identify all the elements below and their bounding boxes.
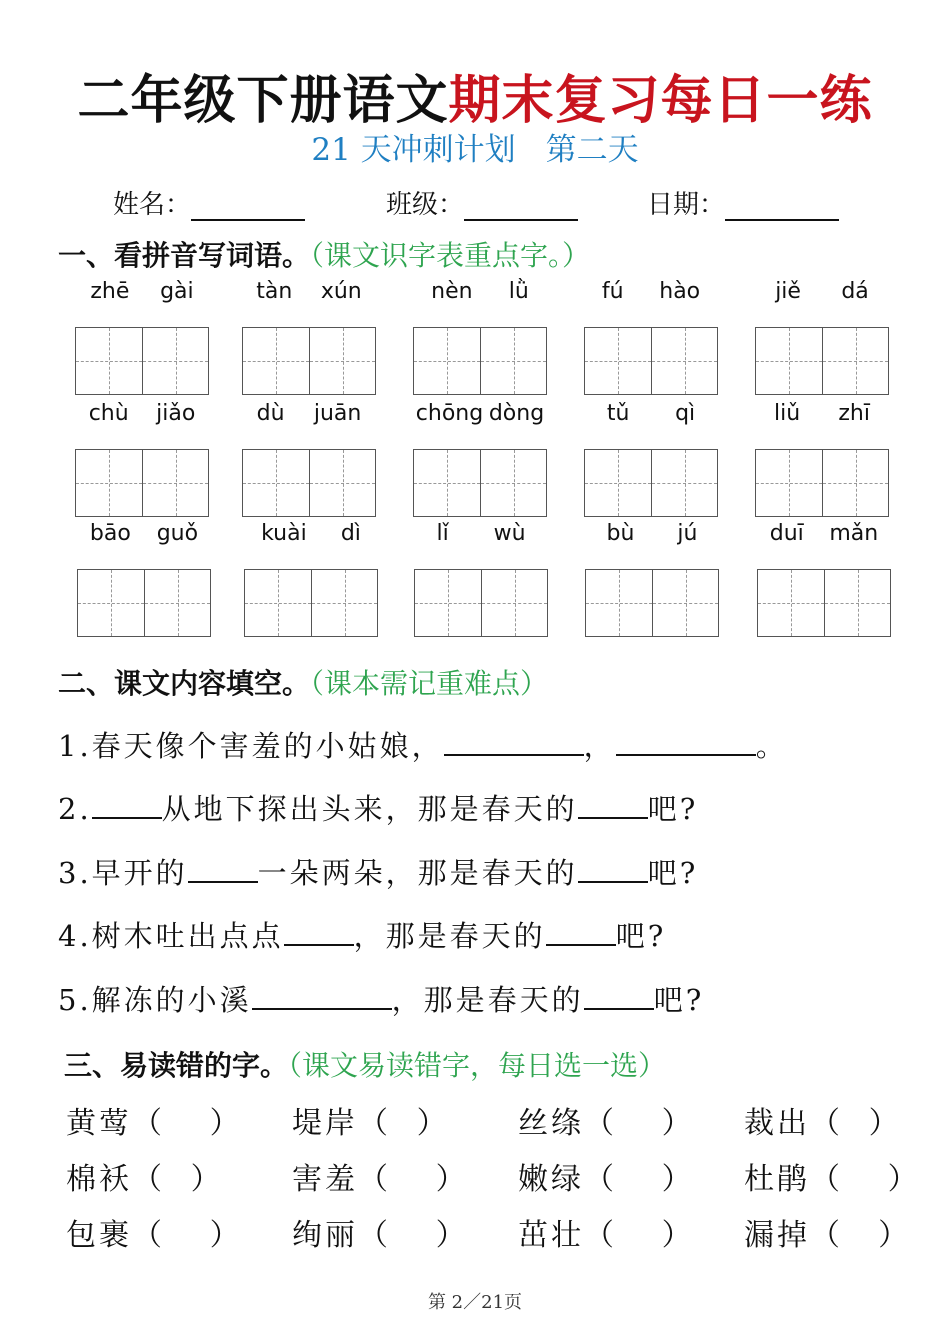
section1-note: （课文识字表重点字。） [310, 239, 591, 272]
word-card[interactable]: tàn xún [242, 279, 376, 395]
read-item[interactable]: 棉袄（ ） [66, 1162, 221, 1197]
subtitle-plan: 21 天冲刺计划 [311, 132, 516, 168]
subtitle-day: 第二天 [545, 132, 639, 168]
fill-line-1[interactable]: 1.春天像个害羞的小姑娘， ， 。 [58, 729, 788, 763]
answer-blank [578, 855, 648, 883]
section3-title: 三、易读错的字。（课文易读错字，每日选一选） [64, 1049, 667, 1082]
tianzige-grid [75, 449, 209, 517]
word-card[interactable]: kuài dì [244, 521, 378, 637]
fill-line-4[interactable]: 4.树木吐出点点 ，那是春天的 吧? [58, 919, 667, 953]
answer-blank [284, 918, 354, 946]
tianzige-grid [584, 327, 718, 395]
section1-title: 一、看拼音写词语。（课文识字表重点字。） [58, 239, 591, 272]
read-item[interactable]: 害羞（ ） [292, 1162, 466, 1197]
tianzige-grid [755, 449, 889, 517]
word-card[interactable]: bù jú [585, 521, 719, 637]
tianzige-grid [757, 569, 891, 637]
tianzige-grid [585, 569, 719, 637]
tianzige-grid [77, 569, 211, 637]
section2-note: （课本需记重难点） [310, 667, 549, 700]
tianzige-grid [242, 449, 376, 517]
word-card[interactable]: duī mǎn [757, 521, 891, 637]
pinyin-row-3 [0, 521, 950, 651]
word-card[interactable]: chù jiǎo [75, 401, 209, 517]
answer-blank [578, 791, 648, 819]
title-black: 二年级下册语文 [77, 70, 449, 131]
name-label: 姓名： [113, 190, 192, 220]
word-card[interactable]: bāo guǒ [77, 521, 211, 637]
section3-note: （课文易读错字，每日选一选） [288, 1049, 667, 1082]
date-field[interactable] [647, 184, 839, 221]
read-item[interactable]: 裁出（ ） [744, 1106, 899, 1141]
fill-line-2[interactable]: 2. 从地下探出头来，那是春天的 吧? [58, 792, 699, 826]
pinyin-row-2 [0, 401, 950, 531]
fill-line-5[interactable]: 5.解冻的小溪 ，那是春天的 吧? [58, 983, 705, 1017]
tianzige-grid [244, 569, 378, 637]
read-item[interactable]: 绚丽（ ） [292, 1218, 466, 1253]
read-item[interactable]: 黄莺（ ） [66, 1106, 240, 1141]
read-row-3 [0, 1210, 950, 1260]
answer-blank [616, 728, 756, 756]
section2-title: 二、课文内容填空。（课本需记重难点） [58, 667, 549, 700]
word-card[interactable]: zhē gài [75, 279, 209, 395]
answer-blank [92, 791, 162, 819]
name-field[interactable] [113, 184, 305, 221]
tianzige-grid [755, 327, 889, 395]
title-red: 期末复习每日一练 [448, 70, 873, 131]
read-item[interactable]: 漏掉（ ） [744, 1218, 909, 1253]
word-card[interactable]: nèn lǜ [413, 279, 547, 395]
tianzige-grid [413, 327, 547, 395]
tianzige-grid [75, 327, 209, 395]
tianzige-grid [414, 569, 548, 637]
tianzige-grid [242, 327, 376, 395]
tianzige-grid [584, 449, 718, 517]
word-card[interactable]: liǔ zhī [755, 401, 889, 517]
read-item[interactable]: 包裹（ ） [66, 1218, 240, 1253]
pinyin-row-1 [0, 279, 950, 409]
answer-blank [546, 918, 616, 946]
answer-blank [252, 982, 392, 1010]
word-card[interactable]: jiě dá [755, 279, 889, 395]
read-item[interactable]: 杜鹃（ ） [744, 1162, 918, 1197]
read-row-1 [0, 1098, 950, 1148]
answer-blank [188, 855, 258, 883]
date-label: 日期： [647, 190, 726, 220]
page-subtitle [0, 124, 950, 169]
read-item[interactable]: 堤岸（ ） [292, 1106, 447, 1141]
class-label: 班级： [386, 190, 465, 220]
class-field[interactable] [386, 184, 578, 221]
read-item[interactable]: 嫩绿（ ） [518, 1162, 692, 1197]
answer-blank [584, 982, 654, 1010]
answer-blank [444, 728, 584, 756]
word-card[interactable]: fú hào [584, 279, 718, 395]
page-title [0, 58, 950, 133]
read-item[interactable]: 茁壮（ ） [518, 1218, 692, 1253]
word-card[interactable]: chōng dòng [413, 401, 547, 517]
word-card[interactable]: tǔ qì [584, 401, 718, 517]
word-card[interactable]: lǐ wù [414, 521, 548, 637]
tianzige-grid [413, 449, 547, 517]
read-item[interactable]: 丝绦（ ） [518, 1106, 692, 1141]
read-row-2 [0, 1154, 950, 1204]
word-card[interactable]: dù juān [242, 401, 376, 517]
page-number: 第 2／21页 [427, 1292, 523, 1313]
fill-line-3[interactable]: 3.早开的 一朵两朵，那是春天的 吧? [58, 856, 699, 890]
